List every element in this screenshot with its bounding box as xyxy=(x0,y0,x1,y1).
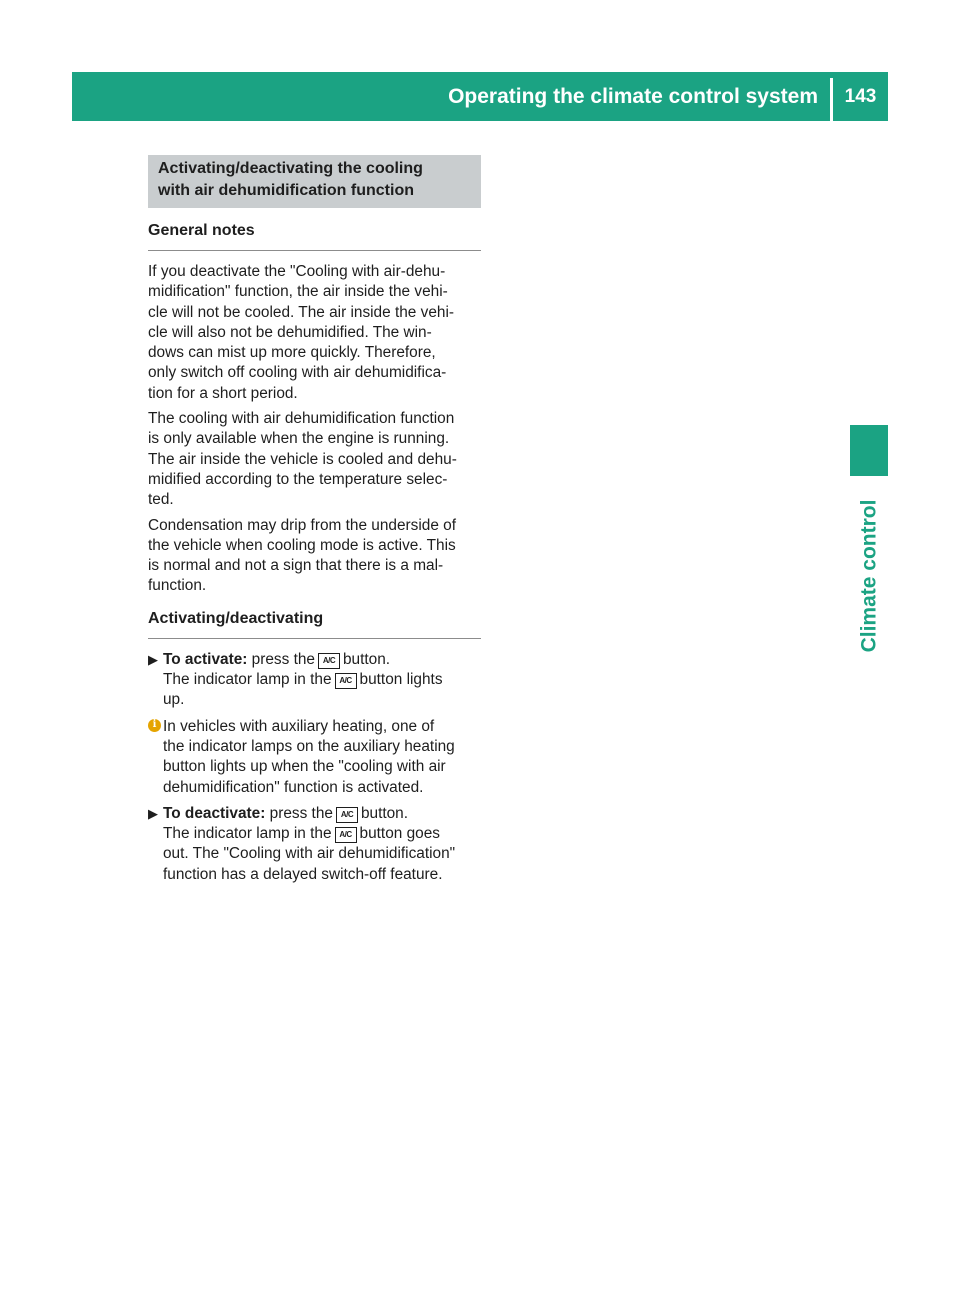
activate-result: up. xyxy=(163,691,185,709)
text-line: is only available when the engine is running. xyxy=(148,430,450,448)
text-line: function. xyxy=(148,577,207,595)
text-line: only switch off cooling with air dehumidifica- xyxy=(148,364,447,382)
text-line: the vehicle when cooling mode is active. This xyxy=(148,536,456,554)
ac-button-icon: A/C xyxy=(335,827,357,843)
general-notes-paragraph-3 xyxy=(148,516,481,597)
ac-button-icon: A/C xyxy=(318,653,340,669)
activating-heading: Activating/deactivating xyxy=(148,606,481,639)
section-title-line-2: with air dehumidification function xyxy=(158,182,414,199)
chapter-title: Operating the climate control system xyxy=(448,84,818,108)
page-number: 143 xyxy=(844,85,877,107)
deactivate-result: button goes xyxy=(359,825,440,843)
text-line: cle will also not be dehumidified. The win- xyxy=(148,323,432,341)
deactivate-label: To deactivate: xyxy=(163,804,266,822)
ac-button-icon: A/C xyxy=(336,807,358,823)
text-line: is normal and not a sign that there is a mal- xyxy=(148,557,444,575)
activate-step xyxy=(148,650,481,711)
general-notes-paragraph-1 xyxy=(148,262,481,404)
text-line: dows can mist up more quickly. Therefore, xyxy=(148,344,436,362)
info-line: dehumidification" function is activated. xyxy=(163,778,424,796)
section-title-line-1: Activating/deactivating the cooling xyxy=(158,160,423,177)
activate-label: To activate: xyxy=(163,650,248,668)
info-note xyxy=(148,717,481,798)
info-icon: i xyxy=(148,719,161,732)
ac-button-icon: A/C xyxy=(335,673,357,689)
info-line: In vehicles with auxiliary heating, one of xyxy=(163,717,435,735)
side-tab-text: Climate control xyxy=(857,499,881,653)
activate-result: button lights xyxy=(359,671,443,689)
deactivate-step xyxy=(148,804,481,885)
section-title-box xyxy=(148,155,481,208)
activate-text: button. xyxy=(342,650,391,668)
text-line: Condensation may drip from the underside of xyxy=(148,516,456,534)
text-line: cle will not be cooled. The air inside the vehi- xyxy=(148,303,454,321)
activate-result: The indicator lamp in the xyxy=(163,671,332,689)
text-line: The cooling with air dehumidification function xyxy=(148,410,455,428)
text-line: The air inside the vehicle is cooled and dehu- xyxy=(148,450,457,468)
deactivate-result: The indicator lamp in the xyxy=(163,825,332,843)
info-line: button lights up when the "cooling with air xyxy=(163,758,446,776)
deactivate-result: function has a delayed switch-off feature. xyxy=(163,865,443,883)
activate-text: press the xyxy=(251,650,315,668)
text-line: midification" function, the air inside the vehi- xyxy=(148,283,448,301)
general-notes-heading: General notes xyxy=(148,218,481,251)
text-line: tion for a short period. xyxy=(148,384,298,402)
step-arrow-icon: ▶ xyxy=(148,805,158,821)
general-notes-paragraph-2 xyxy=(148,409,481,510)
header-bar xyxy=(72,72,888,121)
content-column xyxy=(148,155,481,891)
text-line: If you deactivate the "Cooling with air-dehu- xyxy=(148,263,446,280)
deactivate-text: button. xyxy=(360,804,409,822)
side-tab-label xyxy=(849,490,889,662)
deactivate-text: press the xyxy=(269,804,333,822)
side-tab-marker xyxy=(850,425,888,476)
text-line: midified according to the temperature selec- xyxy=(148,470,448,488)
deactivate-result: out. The "Cooling with air dehumidification" xyxy=(163,845,456,863)
text-line: ted. xyxy=(148,491,174,509)
info-line: the indicator lamps on the auxiliary heating xyxy=(163,737,455,755)
step-arrow-icon: ▶ xyxy=(148,651,158,667)
